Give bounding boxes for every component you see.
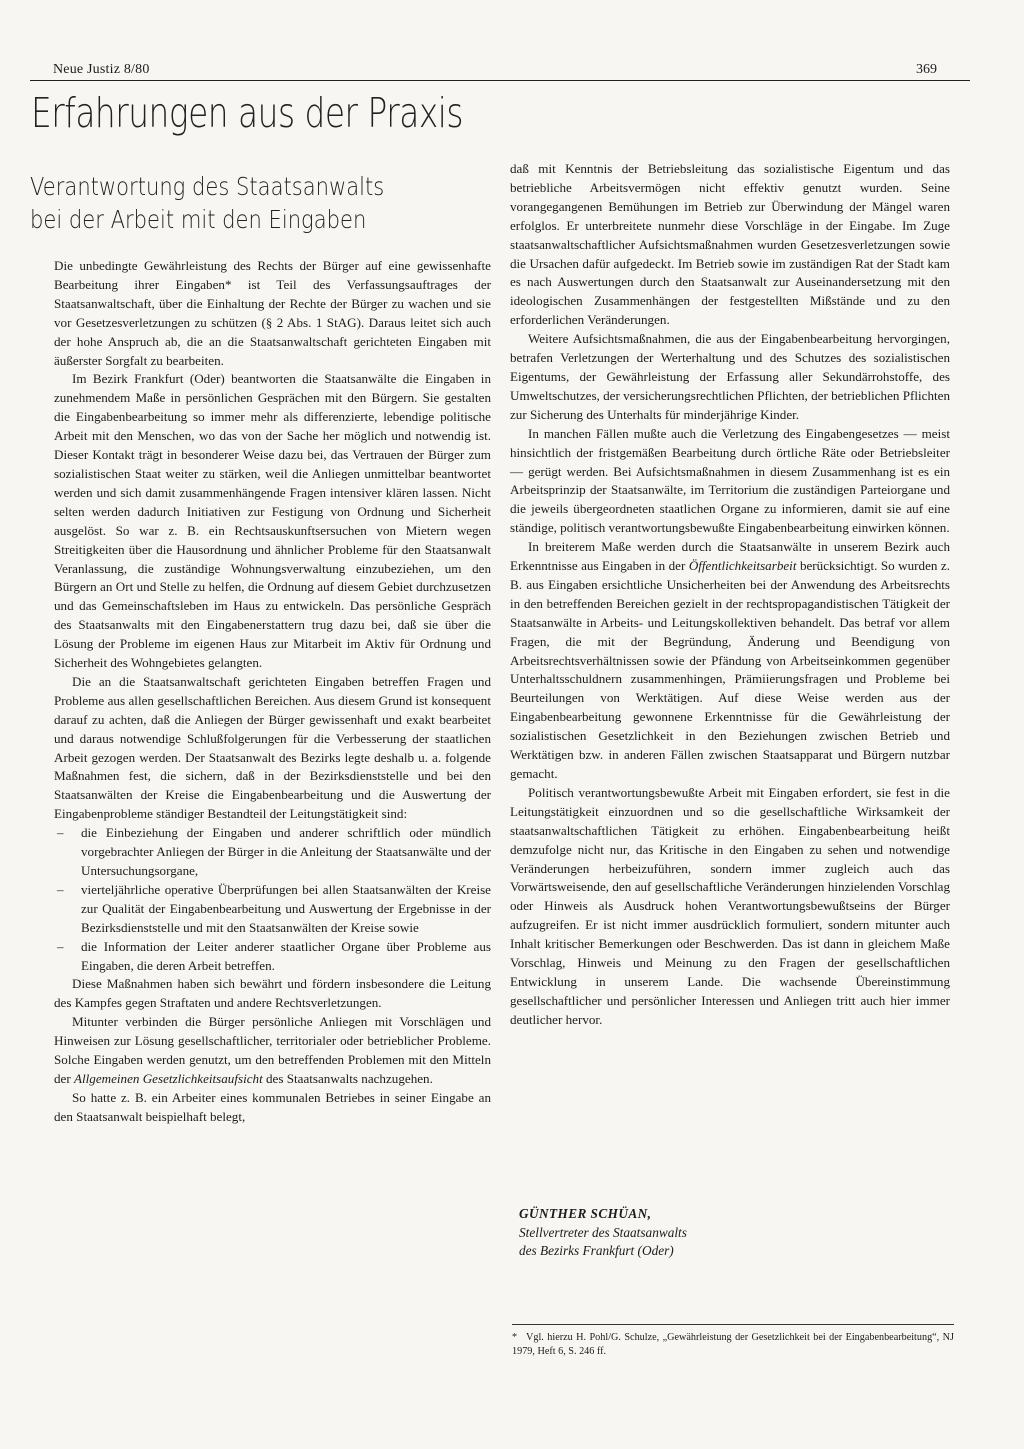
- author-office: des Bezirks Frankfurt (Oder): [519, 1243, 674, 1258]
- emphasis-text: Öffentlichkeitsarbeit: [688, 558, 797, 574]
- section-title: Erfahrungen aus der Praxis: [31, 89, 464, 137]
- paragraph: Die an die Staatsanwaltschaft gerichteten Eingaben betreffen Fragen und Probleme aus allen gesellschaftlichen Bereichen. Aus diesem Grund ist konsequent darauf zu achten, daß die Anliegen der Bürger gewissenhaft und exakt bearbeitet und daraus notwendige Schlußfolgerungen für die Verbesserung der staatlichen Arbeit gezogen werden. Der Staatsanwalt des Bezirks legte deshalb u. a. folgende Maßnahmen fest, die sichern, daß in der Bezirksdienststelle und bei den Staatsanwälten der Kreise die Eingabenbearbeitung und die Auswertung der Eingabenprobleme ständiger Bestandteil der Leitungstätigkeit sind:: [54, 673, 491, 822]
- paragraph: Diese Maßnahmen haben sich bewährt und fördern insbesondere die Leitung des Kampfes gegen Straftaten und andere Rechtsverletzungen.: [54, 976, 491, 1011]
- footnote: [512, 1331, 954, 1359]
- article-title-line-2: bei der Arbeit mit den Eingaben: [30, 205, 367, 234]
- emphasis-text: Allgemeinen Gesetzlichkeitsaufsicht: [74, 1070, 263, 1086]
- list-item: – die Information der Leiter anderer staatlicher Organe über Probleme aus Eingaben, die deren Arbeit betreffen.: [54, 938, 491, 976]
- left-column: [54, 257, 491, 1127]
- article-title: [30, 170, 434, 236]
- paragraph: Politisch verantwortungsbewußte Arbeit mit Eingaben erfordert, sie fest in die Leitungstätigkeit einzuordnen und so die gesellschaftliche Wirksamkeit der staatsanwaltschaftlichen Tätigkeit zu erhöhen. Eingabenbearbeitung heißt demzufolge nicht nur, das Kritische in den Eingaben zu sehen und notwendige Veränderungen herbeizuführen, sondern immer zugleich auch das Vorwärtsweisende, den auf gesellschaftliche Veränderungen hinzielenden Vorschlag oder Hinweis als Ausdruck hohen Verantwortungsbewußtseins der Bürger aufzugreifen. Er ist nicht immer ausdrücklich formuliert, sondern mitunter auch Inhalt kritischer Bemerkungen oder Beschwerden. Das ist dann in gleichem Maße Vorschlag, Hinweis und Meinung zu den Fragen der gesellschaftlichen Entwicklung in unserem Lande. Die wachsende Übereinstimmung gesellschaftlicher und persönlicher Interessen und Anliegen tritt auch hier immer deutlicher hervor.: [510, 784, 950, 1027]
- list-item: – vierteljährliche operative Überprüfungen bei allen Staatsanwälten der Kreise zur Qualität der Eingabenbearbeitung und Auswertung der Ergebnisse in der Bezirksdienststelle und mit den Staatsanwälten der Kreise sowie: [54, 881, 491, 938]
- paragraph: [54, 1013, 491, 1089]
- paragraph-text: In breiterem Maße werden durch die Staatsanwälte in unserem Bezirk auch Erkenntnisse aus Eingaben in der: [510, 539, 950, 574]
- footnote-rule: [512, 1324, 954, 1325]
- author-signature: [519, 1205, 687, 1261]
- measures-list: [54, 824, 491, 975]
- article-title-line-1: Verantwortung des Staatsanwalts: [30, 172, 385, 201]
- paragraph: So hatte z. B. ein Arbeiter eines kommunalen Betriebes in seiner Eingabe an den Staatsanwalt beispielhaft belegt,: [54, 1089, 491, 1124]
- author-role: Stellvertreter des Staatsanwalts: [519, 1224, 687, 1240]
- author-name: GÜNTHER SCHÜAN,: [519, 1206, 652, 1221]
- header-rule: [30, 80, 970, 81]
- right-column: [510, 160, 950, 1030]
- footnote-text: Vgl. hierzu H. Pohl/G. Schulze, „Gewährleistung der Gesetzlichkeit bei der Eingabenbearbeitung“, NJ 1979, Heft 6, S. 246 ff.: [512, 1332, 954, 1357]
- page-number: 369: [916, 62, 937, 77]
- paragraph: Im Bezirk Frankfurt (Oder) beantworten die Staatsanwälte die Eingaben in zunehmendem Maße in persönlichen Gesprächen mit den Bürgern. Sie gestalten die Eingabenbearbeitung so immer mehr als differenzierte, lebendige politische Arbeit mit den Menschen, wo das von der Sache her möglich und notwendig ist. Dieser Kontakt trägt in besonderer Weise dazu bei, das Vertrauen der Bürger zum sozialistischen Staat weiter zu stärken, weil die Anliegen unmittelbar beantwortet werden und sich damit zusammenhängende Fragen intensiver klären lassen. Nicht selten werden dadurch Initiativen zur Festigung von Ordnung und Sicherheit ausgelöst. So war z. B. ein Rechtsauskunftsersuchen von Mietern wegen Streitigkeiten über die Hausordnung und ähnlicher Probleme für den Staatsanwalt Veranlassung, die zuständige Wohnungsverwaltung einzubeziehen, um den Bürgern an Ort und Stelle zu helfen, die Ordnung auf diesem Gebiet durchzusetzen und das Gemeinschaftsleben im Haus zu entwickeln. Das persönliche Gespräch des Staatsanwalts mit den Eingabenerstattern trug dazu bei, daß sie über die Lösung der Probleme im eigenen Haus zur Mitarbeit im Aktiv für Ordnung und Sicherheit des Wohngebietes gelangten.: [54, 371, 491, 671]
- paragraph: daß mit Kenntnis der Betriebsleitung das sozialistische Eigentum und das betriebliche Arbeitsvermögen nicht effektiv genutzt wurden. Seine vorangegangenen Bemühungen im Betrieb zur Überwindung der Mängel waren erfolglos. Er unterbreitete nunmehr diese Vorschläge in der Eingabe. Im Zuge staatsanwaltschaftlicher Aufsichtsmaßnahmen wurden Gesetzesverletzungen sowie die Ursachen dafür aufgedeckt. Im Betrieb sowie im zuständigen Rat der Stadt kam es nach Auswertungen durch den Staatsanwalt zur Auseinandersetzung mit den ideologischen Zusammenhängen der festgestellten Mißstände und zu den erforderlichen Veränderungen.: [510, 161, 950, 328]
- paragraph: Die unbedingte Gewährleistung des Rechts der Bürger auf eine gewissenhafte Bearbeitung ihrer Eingaben* ist Teil des Verfassungsauftrages der Staatsanwaltschaft, über die Einhaltung der Rechte der Bürger zu wachen und sie vor Gesetzesverletzungen zu schützen (§ 2 Abs. 1 StAG). Daraus leitet sich auch der hohe Anspruch ab, die an die Staatsanwaltschaft gerichteten Eingaben mit äußerster Sorgfalt zu bearbeiten.: [54, 258, 491, 368]
- paragraph-text: berücksichtigt. So wurden z. B. aus Eingaben ersichtliche Unsicherheiten bei der Anwendung des Arbeitsrechts in den betreffenden Bereichen gezielt in der rechtspropagandistischen Tätigkeit der Staatsanwälte in Arbeits- und Leitungskollektiven behandelt. Das betraf vor allem Fragen, die mit der Begründung, Änderung und Beendigung von Arbeitsrechtsverhältnissen sowie der Pfändung von Arbeitseinkommen gegenüber Unterhaltsschuldnern zusammenhingen, Prämiierungsfragen und Probleme bei Beurteilungen von Werktätigen. Auf diese Weise werden aus der Eingabenbearbeitung gewonnene Erkenntnisse für die Gewährleistung der sozialistischen Gesetzlichkeit in den Beziehungen zwischen Betrieb und Werktätigen bzw. in anderen Fällen zwischen Staatsapparat und Bürgern nutzbar gemacht.: [510, 558, 951, 781]
- footnote-marker: *: [512, 1332, 518, 1343]
- running-header-journal: Neue Justiz 8/80: [53, 62, 150, 77]
- paragraph: In manchen Fällen mußte auch die Verletzung des Eingabengesetzes — meist hinsichtlich der fristgemäßen Bearbeitung durch örtliche Räte oder Betriebsleiter — gerügt werden. Bei Aufsichtsmaßnahmen in diesem Zusammenhang ist es ein Arbeitsprinzip der Staatsanwälte, im Territorium die zuständigen Parteiorgane und die jeweils übergeordneten staatlichen Organe zu informieren, damit sie auf eine ständige, politisch verantwortungsbewußte Eingabenbearbeitung einwirken können.: [510, 425, 950, 536]
- paragraph: Weitere Aufsichtsmaßnahmen, die aus der Eingabenbearbeitung hervorgingen, betrafen Verletzungen der Werterhaltung und des Schutzes des sozialistischen Eigentums, der Gewährleistung der Erfassung aller Sekundärrohstoffe, des Umweltschutzes, der versicherungsrechtlichen Pflichten, der betrieblichen Pflichten zur Sicherung des Unterhalts für minderjährige Kinder.: [510, 331, 950, 422]
- paragraph: [510, 538, 950, 784]
- list-item: – die Einbeziehung der Eingaben und anderer schriftlich oder mündlich vorgebrachter Anliegen der Bürger in die Anleitung der Staatsanwälte und der Untersuchungsorgane,: [54, 824, 491, 881]
- paragraph-text: des Staatsanwalts nachzugehen.: [262, 1070, 433, 1086]
- paragraph-text: Mitunter verbinden die Bürger persönliche Anliegen mit Vorschlägen und Hinweisen zur Lösung gesellschaftlicher, territorialer oder betrieblicher Probleme. Solche Eingaben werden genutzt, um den betreffenden Problemen mit den Mitteln der: [54, 1014, 491, 1086]
